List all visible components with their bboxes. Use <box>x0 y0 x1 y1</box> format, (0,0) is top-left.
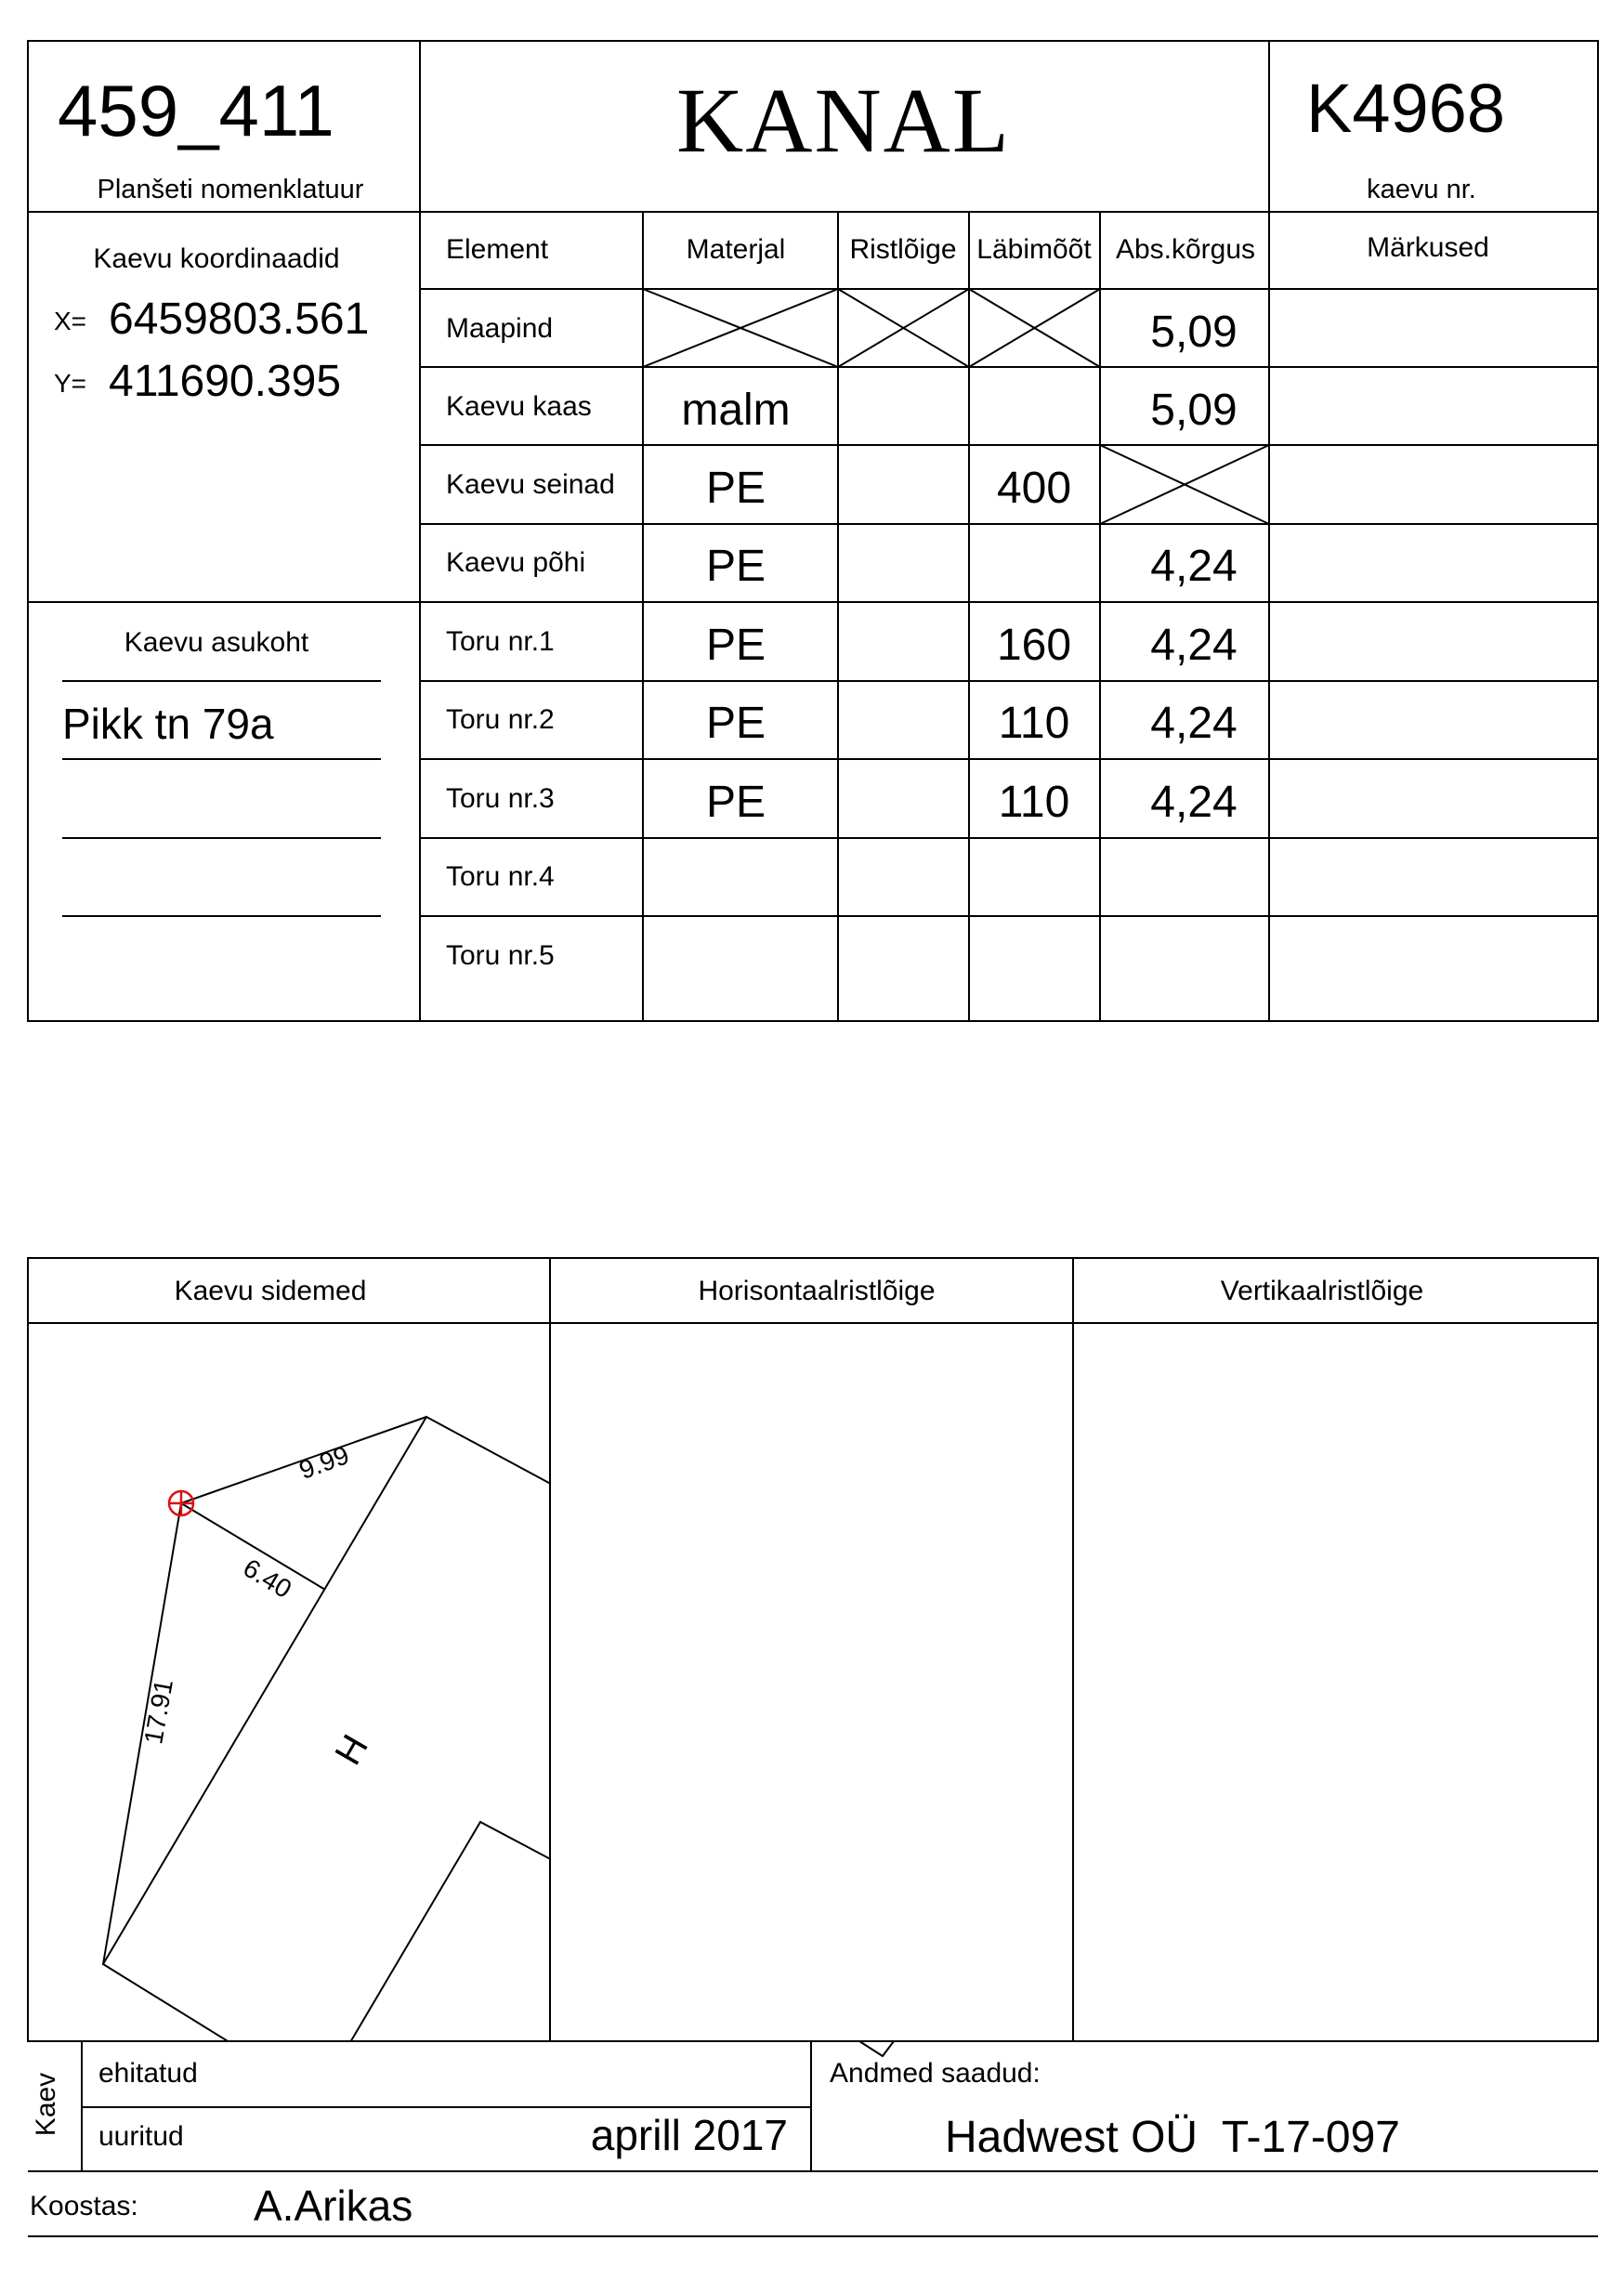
row-material: PE <box>705 542 766 591</box>
row-element: Kaevu põhi <box>446 547 586 578</box>
row-diameter: 110 <box>998 699 1070 748</box>
coordinates-label: Kaevu koordinaadid <box>93 243 340 274</box>
row-elevation: 4,24 <box>1150 778 1238 827</box>
surveyed-value: aprill 2017 <box>590 2111 788 2159</box>
row-elevation: 4,24 <box>1150 621 1238 670</box>
row-diameter: 400 <box>996 464 1072 513</box>
col-header-section: Ristlõige <box>849 234 957 265</box>
author-label: Koostas: <box>30 2191 138 2221</box>
x-label: X= <box>54 307 87 335</box>
well-label: kaevu nr. <box>1367 175 1476 204</box>
well-point-icon <box>169 1491 193 1515</box>
x-value: 6459803.561 <box>109 295 370 344</box>
kaev-label: Kaev <box>31 2072 61 2137</box>
data-source-label: Andmed saadud: <box>830 2058 1041 2089</box>
col-header-element: Element <box>446 234 549 265</box>
row-diameter: 160 <box>996 621 1072 670</box>
col-header-notes: Märkused <box>1367 232 1489 263</box>
sheet-number: 459_411 <box>58 70 334 151</box>
footer-sketch-remnant <box>859 2041 894 2056</box>
row-material: malm <box>681 386 791 435</box>
y-value: 411690.395 <box>109 357 342 406</box>
built-label: ehitatud <box>98 2058 198 2089</box>
surveyed-label: uuritud <box>98 2121 184 2152</box>
well-id: K4968 <box>1306 70 1505 147</box>
col-header-diameter: Läbimõõt <box>976 234 1092 265</box>
dim-label-6-40: 6.40 <box>238 1553 297 1605</box>
section-horizontal-label: Horisontaalristlõige <box>698 1276 936 1306</box>
col-header-elevation: Abs.kõrgus <box>1115 234 1256 265</box>
dim-label-9-99: 9.99 <box>295 1440 353 1485</box>
row-elevation: 5,09 <box>1150 308 1238 357</box>
row-material: PE <box>705 464 766 513</box>
row-material: PE <box>705 621 766 670</box>
section-ties-label: Kaevu sidemed <box>174 1276 367 1306</box>
section-vertical-label: Vertikaalristlõige <box>1220 1276 1424 1306</box>
row-element: Toru nr.2 <box>446 704 555 735</box>
row-element: Maapind <box>446 313 554 344</box>
row-material: PE <box>705 699 766 748</box>
building-outline-2 <box>344 1822 557 2053</box>
building-symbol: H <box>327 1727 377 1773</box>
row-element: Kaevu seinad <box>446 469 615 500</box>
row-elevation: 4,24 <box>1150 699 1238 748</box>
row-element: Kaevu kaas <box>446 391 592 422</box>
dim-label-17-91: 17.91 <box>138 1677 178 1747</box>
row-element: Toru nr.1 <box>446 626 555 657</box>
row-material: PE <box>705 778 766 827</box>
location-label: Kaevu asukoht <box>124 627 309 658</box>
page-title: KANAL <box>676 69 1011 172</box>
sheet-label: Planšeti nomenklatuur <box>97 175 364 204</box>
row-diameter: 110 <box>998 778 1070 827</box>
row-element: Toru nr.3 <box>446 783 555 814</box>
row-element: Toru nr.4 <box>446 861 555 892</box>
col-header-material: Materjal <box>686 234 786 265</box>
row-elevation: 4,24 <box>1150 542 1238 591</box>
author-value: A.Arikas <box>254 2182 413 2230</box>
row-element: Toru nr.5 <box>446 940 555 971</box>
row-elevation: 5,09 <box>1150 386 1238 435</box>
location-value: Pikk tn 79a <box>62 700 274 748</box>
y-label: Y= <box>54 369 87 398</box>
data-source-value: Hadwest OÜ T-17-097 <box>944 2113 1401 2162</box>
